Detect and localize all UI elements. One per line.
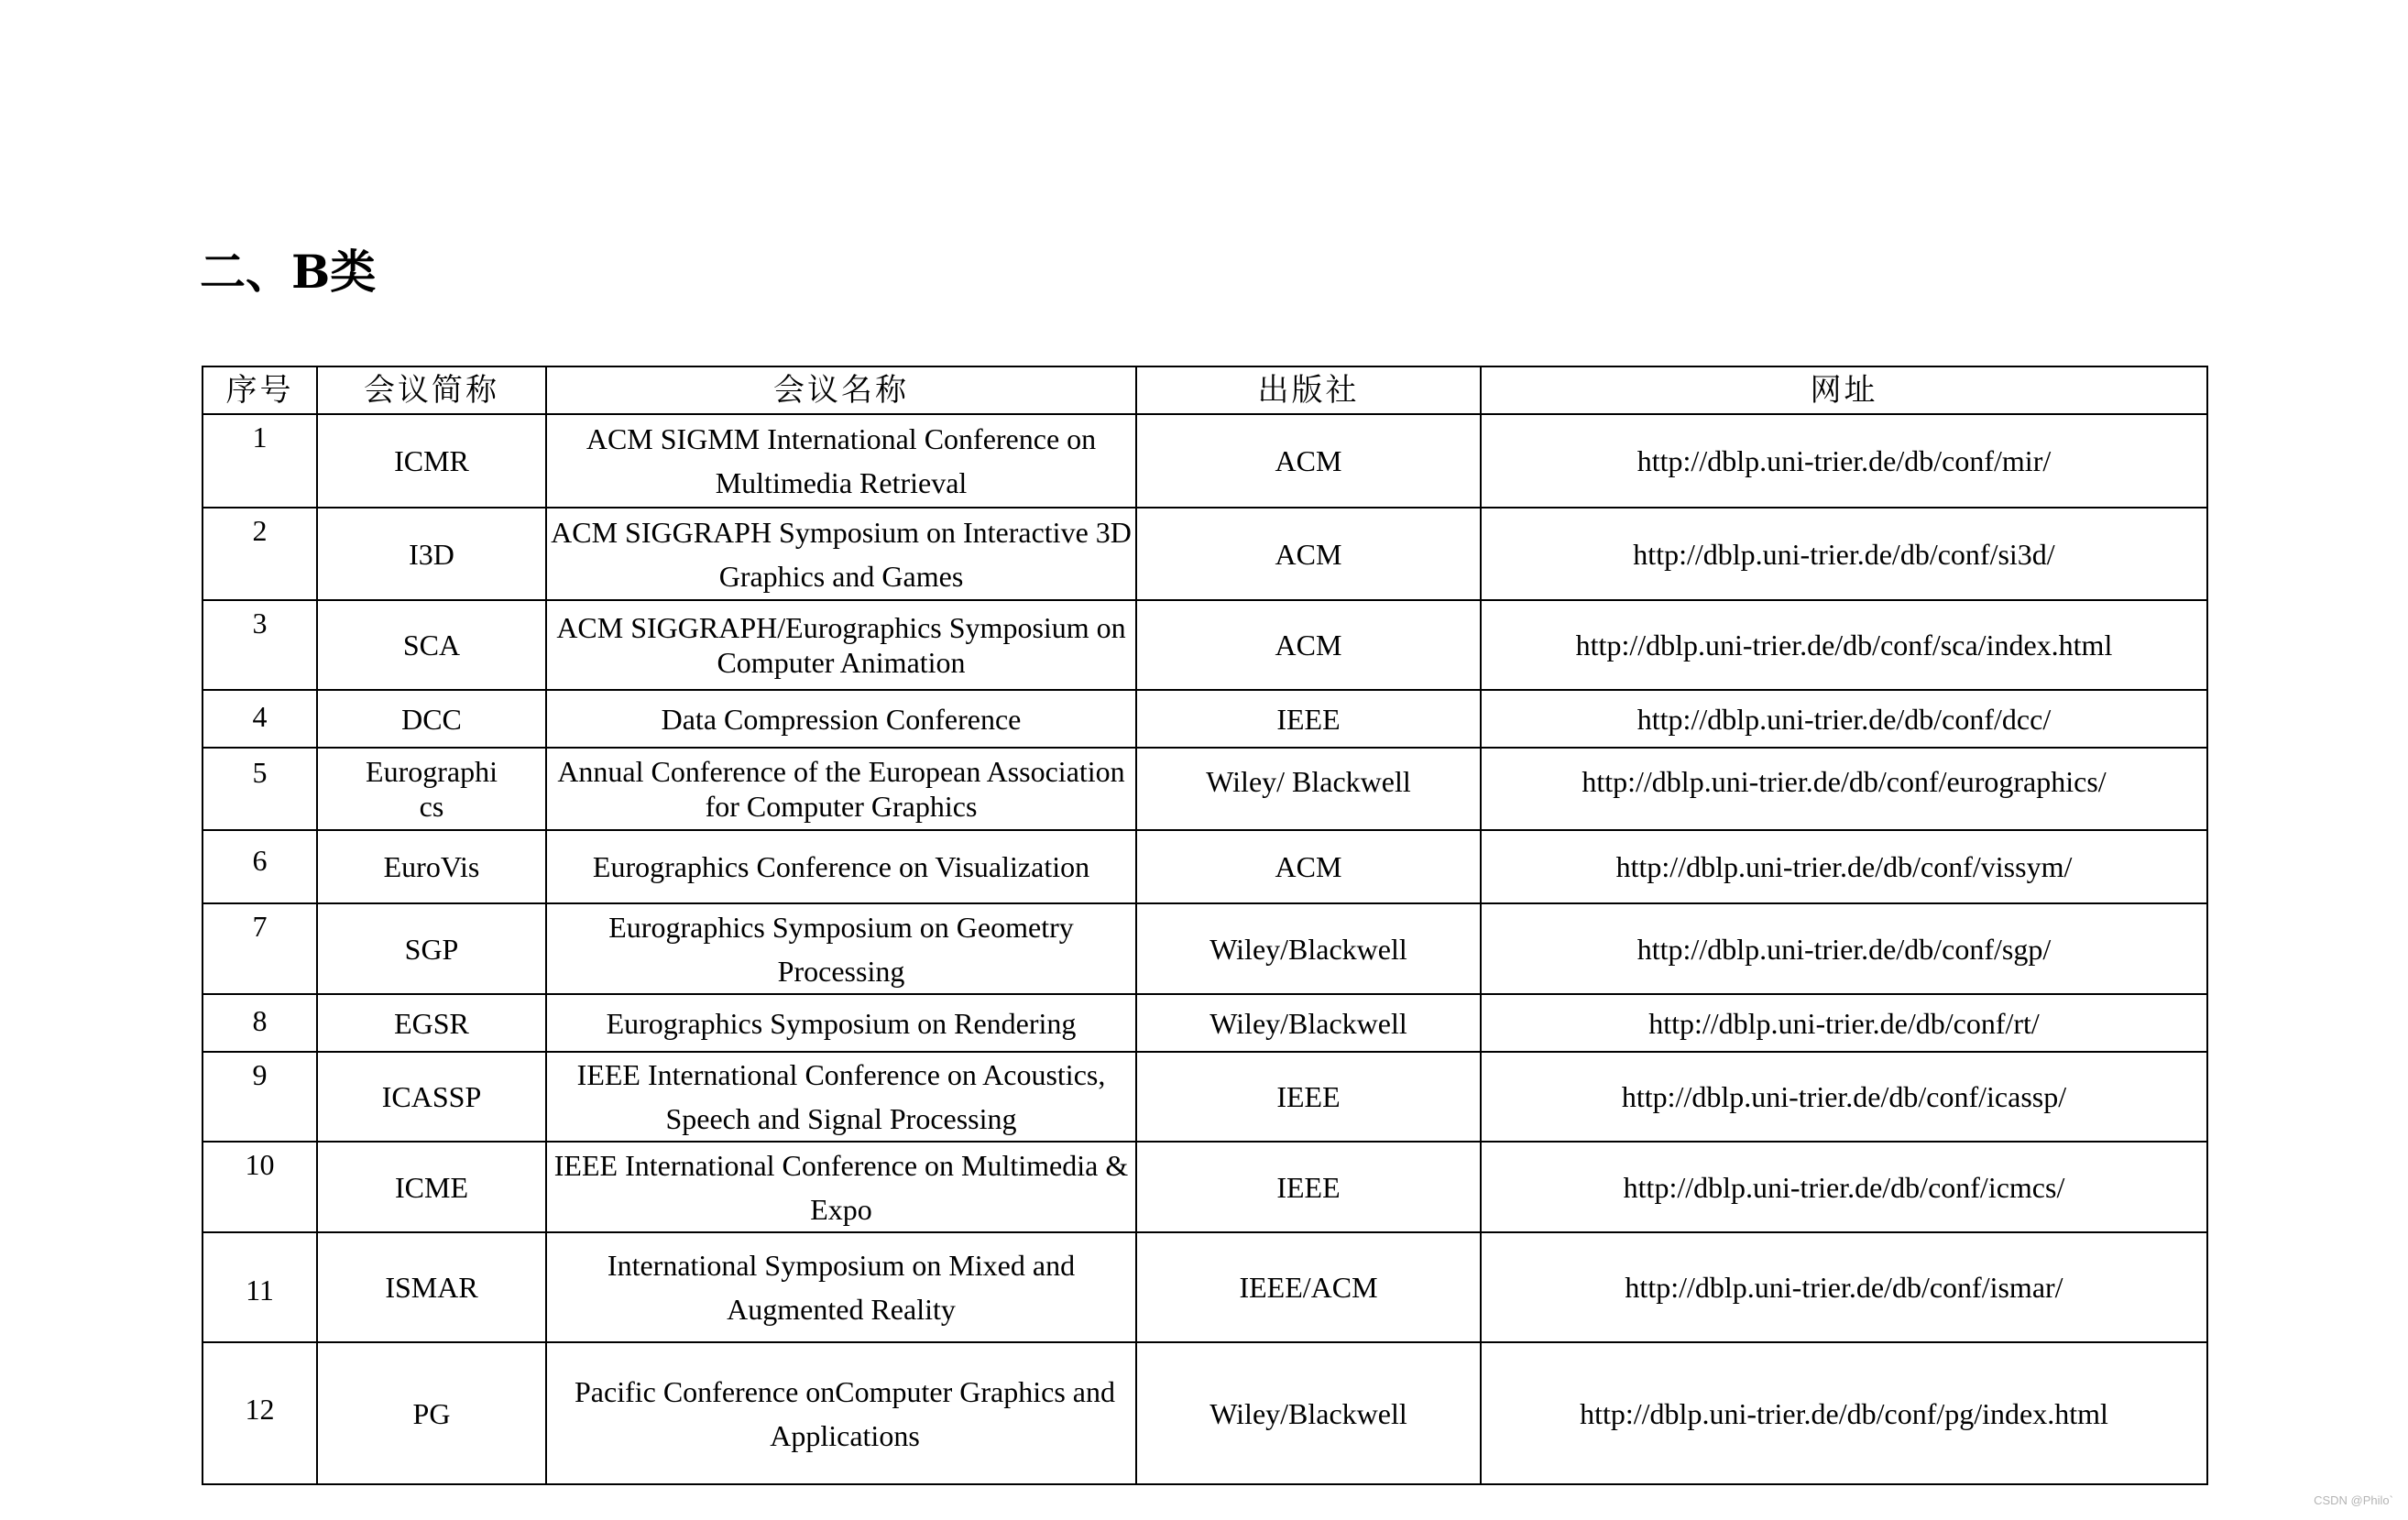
row-abbr: DCC: [317, 690, 546, 748]
header-url: 网址: [1481, 366, 2207, 414]
row-url: http://dblp.uni-trier.de/db/conf/ismar/: [1481, 1232, 2207, 1342]
row-index: 9: [202, 1052, 317, 1142]
table-row: [202, 690, 2207, 748]
row-index: 10: [202, 1142, 317, 1232]
row-name: ACM SIGGRAPH Symposium on Interactive 3D Graphics and Games: [546, 508, 1136, 600]
row-abbr: ICMR: [317, 414, 546, 508]
row-url: http://dblp.uni-trier.de/db/conf/sgp/: [1481, 903, 2207, 994]
row-publisher: IEEE/ACM: [1136, 1232, 1481, 1342]
row-abbr: PG: [317, 1342, 546, 1484]
row-url: http://dblp.uni-trier.de/db/conf/eurographics/: [1481, 748, 2207, 830]
row-publisher: Wiley/Blackwell: [1136, 903, 1481, 994]
row-abbr: SCA: [317, 600, 546, 690]
row-index: 12: [202, 1342, 317, 1484]
row-name: ACM SIGMM International Conference on Multimedia Retrieval: [546, 414, 1136, 508]
row-index: 8: [202, 994, 317, 1052]
row-url: http://dblp.uni-trier.de/db/conf/mir/: [1481, 414, 2207, 508]
conference-table: [202, 366, 2208, 1485]
table-row: [202, 903, 2207, 994]
row-abbr: Eurographics: [317, 748, 546, 830]
row-abbr: ISMAR: [317, 1232, 546, 1342]
row-publisher: ACM: [1136, 600, 1481, 690]
row-index: 5: [202, 748, 317, 830]
table-row: [202, 1142, 2207, 1232]
row-index: 4: [202, 690, 317, 748]
row-url: http://dblp.uni-trier.de/db/conf/sca/index.html: [1481, 600, 2207, 690]
table-header-row: [202, 366, 2207, 414]
row-name: Data Compression Conference: [546, 690, 1136, 748]
row-index: 3: [202, 600, 317, 690]
row-name: Eurographics Symposium on Rendering: [546, 994, 1136, 1052]
row-url: http://dblp.uni-trier.de/db/conf/rt/: [1481, 994, 2207, 1052]
row-url: http://dblp.uni-trier.de/db/conf/pg/index.html: [1481, 1342, 2207, 1484]
row-url: http://dblp.uni-trier.de/db/conf/icmcs/: [1481, 1142, 2207, 1232]
row-name: Annual Conference of the European Association for Computer Graphics: [546, 748, 1136, 830]
header-publisher: 出版社: [1136, 366, 1481, 414]
row-publisher: IEEE: [1136, 1052, 1481, 1142]
row-index: 1: [202, 414, 317, 508]
section-title: 二、B类: [200, 245, 377, 299]
row-publisher: IEEE: [1136, 690, 1481, 748]
row-name: ACM SIGGRAPH/Eurographics Symposium on Computer Animation: [546, 600, 1136, 690]
row-abbr: SGP: [317, 903, 546, 994]
header-abbr: 会议简称: [317, 366, 546, 414]
row-abbr: I3D: [317, 508, 546, 600]
row-url: http://dblp.uni-trier.de/db/conf/icassp/: [1481, 1052, 2207, 1142]
watermark: CSDN @Philo`: [2314, 1493, 2393, 1507]
row-url: http://dblp.uni-trier.de/db/conf/si3d/: [1481, 508, 2207, 600]
row-abbr: ICME: [317, 1142, 546, 1232]
row-publisher: IEEE: [1136, 1142, 1481, 1232]
row-publisher: ACM: [1136, 414, 1481, 508]
header-index: 序号: [202, 366, 317, 414]
row-name: IEEE International Conference on Acoustics, Speech and Signal Processing: [546, 1052, 1136, 1142]
row-name: Eurographics Symposium on Geometry Processing: [546, 903, 1136, 994]
row-index: 7: [202, 903, 317, 994]
row-name: Pacific Conference onComputer Graphics and Applications: [546, 1342, 1136, 1484]
row-url: http://dblp.uni-trier.de/db/conf/vissym/: [1481, 830, 2207, 903]
row-abbr: ICASSP: [317, 1052, 546, 1142]
row-index: 2: [202, 508, 317, 600]
row-index: 6: [202, 830, 317, 903]
row-index: 11: [202, 1232, 317, 1342]
row-publisher: ACM: [1136, 830, 1481, 903]
row-abbr: EuroVis: [317, 830, 546, 903]
table-row: [202, 1342, 2207, 1484]
table-row: [202, 748, 2207, 830]
table-row: [202, 994, 2207, 1052]
row-publisher: Wiley/ Blackwell: [1136, 748, 1481, 830]
row-name: Eurographics Conference on Visualization: [546, 830, 1136, 903]
table-row: [202, 1232, 2207, 1342]
table-row: [202, 414, 2207, 508]
table-row: [202, 1052, 2207, 1142]
row-name: International Symposium on Mixed and Augmented Reality: [546, 1232, 1136, 1342]
row-url: http://dblp.uni-trier.de/db/conf/dcc/: [1481, 690, 2207, 748]
row-name: IEEE International Conference on Multimedia & Expo: [546, 1142, 1136, 1232]
row-publisher: ACM: [1136, 508, 1481, 600]
table-row: [202, 830, 2207, 903]
header-name: 会议名称: [546, 366, 1136, 414]
table-row: [202, 600, 2207, 690]
row-publisher: Wiley/Blackwell: [1136, 994, 1481, 1052]
row-publisher: Wiley/Blackwell: [1136, 1342, 1481, 1484]
row-abbr: EGSR: [317, 994, 546, 1052]
table-row: [202, 508, 2207, 600]
